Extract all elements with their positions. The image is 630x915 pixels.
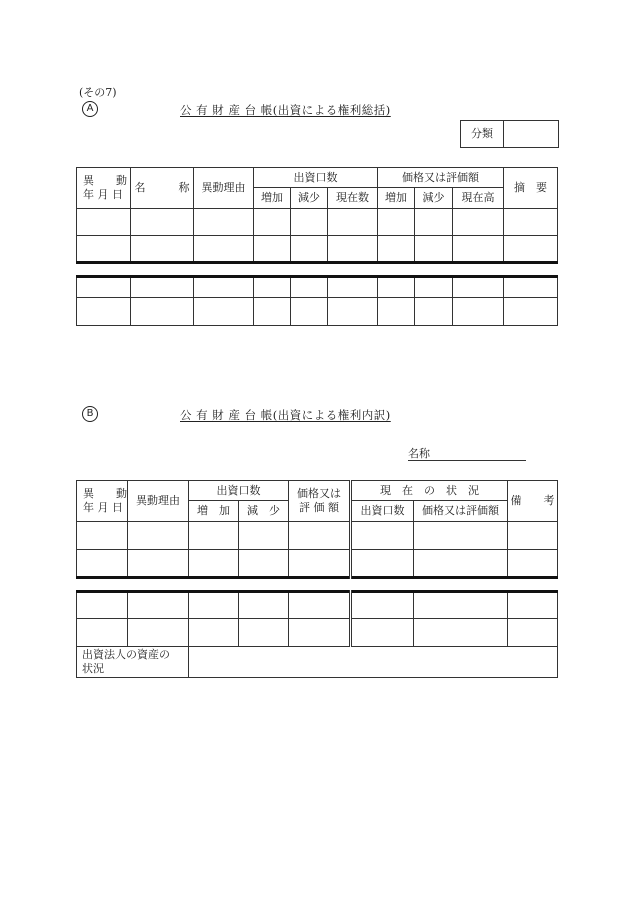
header-units-current: 現在数	[328, 188, 378, 209]
table-row[interactable]	[77, 550, 558, 578]
name-label: 名称	[408, 447, 430, 460]
header-status-units: 出資口数	[351, 501, 414, 522]
header-remarks: 摘 要	[504, 168, 558, 209]
table-row[interactable]	[77, 277, 558, 298]
header-change-date: 異 動 年 月 日	[77, 168, 131, 209]
header-units-increase: 増 加	[189, 501, 239, 522]
page-break-separator	[77, 578, 558, 592]
table-row[interactable]	[77, 592, 558, 619]
header-price-decrease: 減少	[415, 188, 453, 209]
name-field[interactable]	[408, 446, 526, 461]
header-units-decrease: 減少	[291, 188, 328, 209]
header-price: 価格又は 評 価 額	[289, 481, 351, 522]
header-price-increase: 増加	[378, 188, 415, 209]
header-units-decrease: 減 少	[239, 501, 289, 522]
ledger-summary-table	[76, 167, 558, 326]
table-row[interactable]	[77, 236, 558, 263]
header-price-current: 現在高	[453, 188, 504, 209]
header-remarks: 備 考	[508, 481, 558, 522]
header-status-group: 現 在 の 状 況	[351, 481, 508, 501]
header-name: 名 称	[131, 168, 194, 209]
table-row[interactable]	[77, 209, 558, 236]
classification-label: 分類	[461, 121, 504, 148]
section-a-marker: A	[82, 101, 98, 117]
header-change-date: 異 動 年 月 日	[77, 481, 128, 522]
table-row[interactable]	[77, 298, 558, 326]
header-price-group: 価格又は評価額	[378, 168, 504, 188]
classification-box	[460, 120, 559, 148]
header-status-price: 価格又は評価額	[414, 501, 508, 522]
footer-assets-label: 出資法人の資産の 状況	[77, 647, 189, 678]
ledger-detail-table	[76, 480, 558, 678]
table-row[interactable]	[77, 522, 558, 550]
footer-assets-value[interactable]	[189, 647, 558, 678]
page-break-separator	[77, 263, 558, 277]
page-label: (その7)	[79, 86, 117, 99]
section-b-title: 公 有 財 産 台 帳(出資による権利内訳)	[180, 408, 391, 422]
header-units-increase: 増加	[254, 188, 291, 209]
section-b-marker: B	[82, 406, 98, 422]
header-reason: 異動理由	[194, 168, 254, 209]
header-reason: 異動理由	[128, 481, 189, 522]
section-a-title: 公 有 財 産 台 帳(出資による権利総括)	[180, 103, 391, 117]
classification-value-cell[interactable]	[504, 121, 559, 148]
table-row[interactable]	[77, 619, 558, 647]
header-units-group: 出資口数	[189, 481, 289, 501]
header-units-group: 出資口数	[254, 168, 378, 188]
